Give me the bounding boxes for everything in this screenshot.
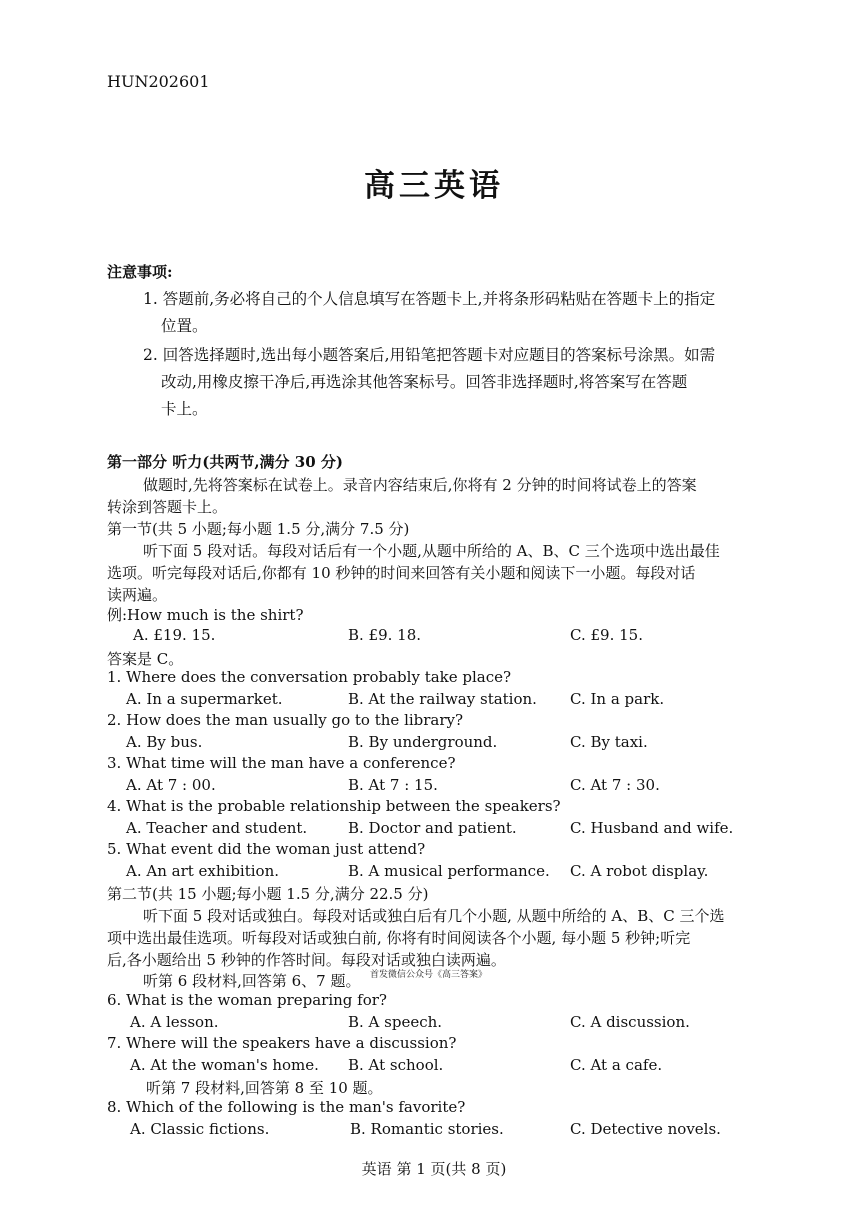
option-a: A. By bus. bbox=[126, 733, 203, 751]
example-option-c: C. £9. 15. bbox=[570, 626, 643, 644]
option-c: C. At 7 : 30. bbox=[570, 776, 660, 794]
question-text: 8. Which of the following is the man's favorite? bbox=[107, 1098, 466, 1116]
section1-instructions: 听下面 5 段对话。每段对话后有一个小题,从题中所给的 A、B、C 三个选项中选出最佳 bbox=[143, 542, 720, 560]
option-c: C. A discussion. bbox=[570, 1013, 690, 1031]
question-text: 1. Where does the conversation probably take place? bbox=[107, 668, 512, 686]
watermark-text: 首发微信公众号《高三答案》 bbox=[370, 970, 488, 980]
section2-heading: 第二节(共 15 小题;每小题 1.5 分,满分 22.5 分) bbox=[107, 885, 429, 903]
part1-intro-cont: 转涂到答题卡上。 bbox=[107, 498, 228, 516]
option-a: A. An art exhibition. bbox=[126, 862, 280, 880]
option-a: A. Classic fictions. bbox=[130, 1120, 270, 1138]
exam-code: HUN202601 bbox=[107, 72, 210, 91]
notice-item-1-cont: 位置。 bbox=[161, 317, 208, 335]
option-b: B. Romantic stories. bbox=[350, 1120, 504, 1138]
option-a: A. At 7 : 00. bbox=[126, 776, 216, 794]
material-6-instruction: 听第 6 段材料,回答第 6、7 题。 bbox=[143, 972, 361, 990]
notice-item-2-cont2: 卡上。 bbox=[161, 400, 208, 418]
option-b: B. A musical performance. bbox=[348, 862, 550, 880]
material-7-instruction: 听第 7 段材料,回答第 8 至 10 题。 bbox=[146, 1079, 383, 1097]
option-c: C. A robot display. bbox=[570, 862, 709, 880]
option-a: A. At the woman's home. bbox=[130, 1056, 319, 1074]
example-option-b: B. £9. 18. bbox=[348, 626, 422, 644]
example-answer: 答案是 C。 bbox=[107, 650, 184, 668]
option-c: C. At a cafe. bbox=[570, 1056, 663, 1074]
option-b: B. By underground. bbox=[348, 733, 498, 751]
option-b: B. At the railway station. bbox=[348, 690, 537, 708]
option-a: A. In a supermarket. bbox=[126, 690, 283, 708]
question-text: 7. Where will the speakers have a discussion? bbox=[107, 1034, 457, 1052]
part1-heading: 第一部分 听力(共两节,满分 30 分) bbox=[107, 453, 343, 471]
option-b: B. Doctor and patient. bbox=[348, 819, 517, 837]
section2-instructions-cont: 项中选出最佳选项。听每段对话或独白前, 你将有时间阅读各个小题, 每小题 5 秒钟;听完 bbox=[107, 929, 691, 947]
question-text: 4. What is the probable relationship between the speakers? bbox=[107, 797, 561, 815]
part1-intro: 做题时,先将答案标在试卷上。录音内容结束后,你将有 2 分钟的时间将试卷上的答案 bbox=[143, 476, 697, 494]
page-footer: 英语 第 1 页(共 8 页) bbox=[361, 1160, 507, 1178]
notice-heading: 注意事项: bbox=[107, 263, 173, 281]
notice-item-2: 2. 回答选择题时,选出每小题答案后,用铅笔把答题卡对应题目的答案标号涂黑。如需 bbox=[143, 346, 716, 364]
section1-instructions-cont: 选项。听完每段对话后,你都有 10 秒钟的时间来回答有关小题和阅读下一小题。每段对话 bbox=[107, 564, 696, 582]
option-c: C. Detective novels. bbox=[570, 1120, 721, 1138]
section1-heading: 第一节(共 5 小题;每小题 1.5 分,满分 7.5 分) bbox=[107, 520, 410, 538]
option-a: A. Teacher and student. bbox=[126, 819, 308, 837]
option-c: C. Husband and wife. bbox=[570, 819, 734, 837]
section2-instructions-cont2: 后,各小题给出 5 秒钟的作答时间。每段对话或独白读两遍。 bbox=[107, 951, 506, 969]
option-a: A. A lesson. bbox=[130, 1013, 219, 1031]
option-c: C. In a park. bbox=[570, 690, 665, 708]
question-text: 6. What is the woman preparing for? bbox=[107, 991, 387, 1009]
example-question: 例:How much is the shirt? bbox=[107, 606, 304, 624]
question-text: 2. How does the man usually go to the library? bbox=[107, 711, 464, 729]
option-b: B. At school. bbox=[348, 1056, 444, 1074]
option-b: B. At 7 : 15. bbox=[348, 776, 438, 794]
option-b: B. A speech. bbox=[348, 1013, 443, 1031]
option-c: C. By taxi. bbox=[570, 733, 648, 751]
notice-item-2-cont: 改动,用橡皮擦干净后,再选涂其他答案标号。回答非选择题时,将答案写在答题 bbox=[161, 373, 688, 391]
notice-item-1: 1. 答题前,务必将自己的个人信息填写在答题卡上,并将条形码粘贴在答题卡上的指定 bbox=[143, 290, 716, 308]
question-text: 3. What time will the man have a conference? bbox=[107, 754, 456, 772]
section1-instructions-cont2: 读两遍。 bbox=[107, 586, 168, 604]
example-option-a: A. £19. 15. bbox=[133, 626, 216, 644]
question-text: 5. What event did the woman just attend? bbox=[107, 840, 426, 858]
page-title: 高三英语 bbox=[364, 168, 504, 204]
section2-instructions: 听下面 5 段对话或独白。每段对话或独白后有几个小题, 从题中所给的 A、B、C 三个选 bbox=[143, 907, 725, 925]
